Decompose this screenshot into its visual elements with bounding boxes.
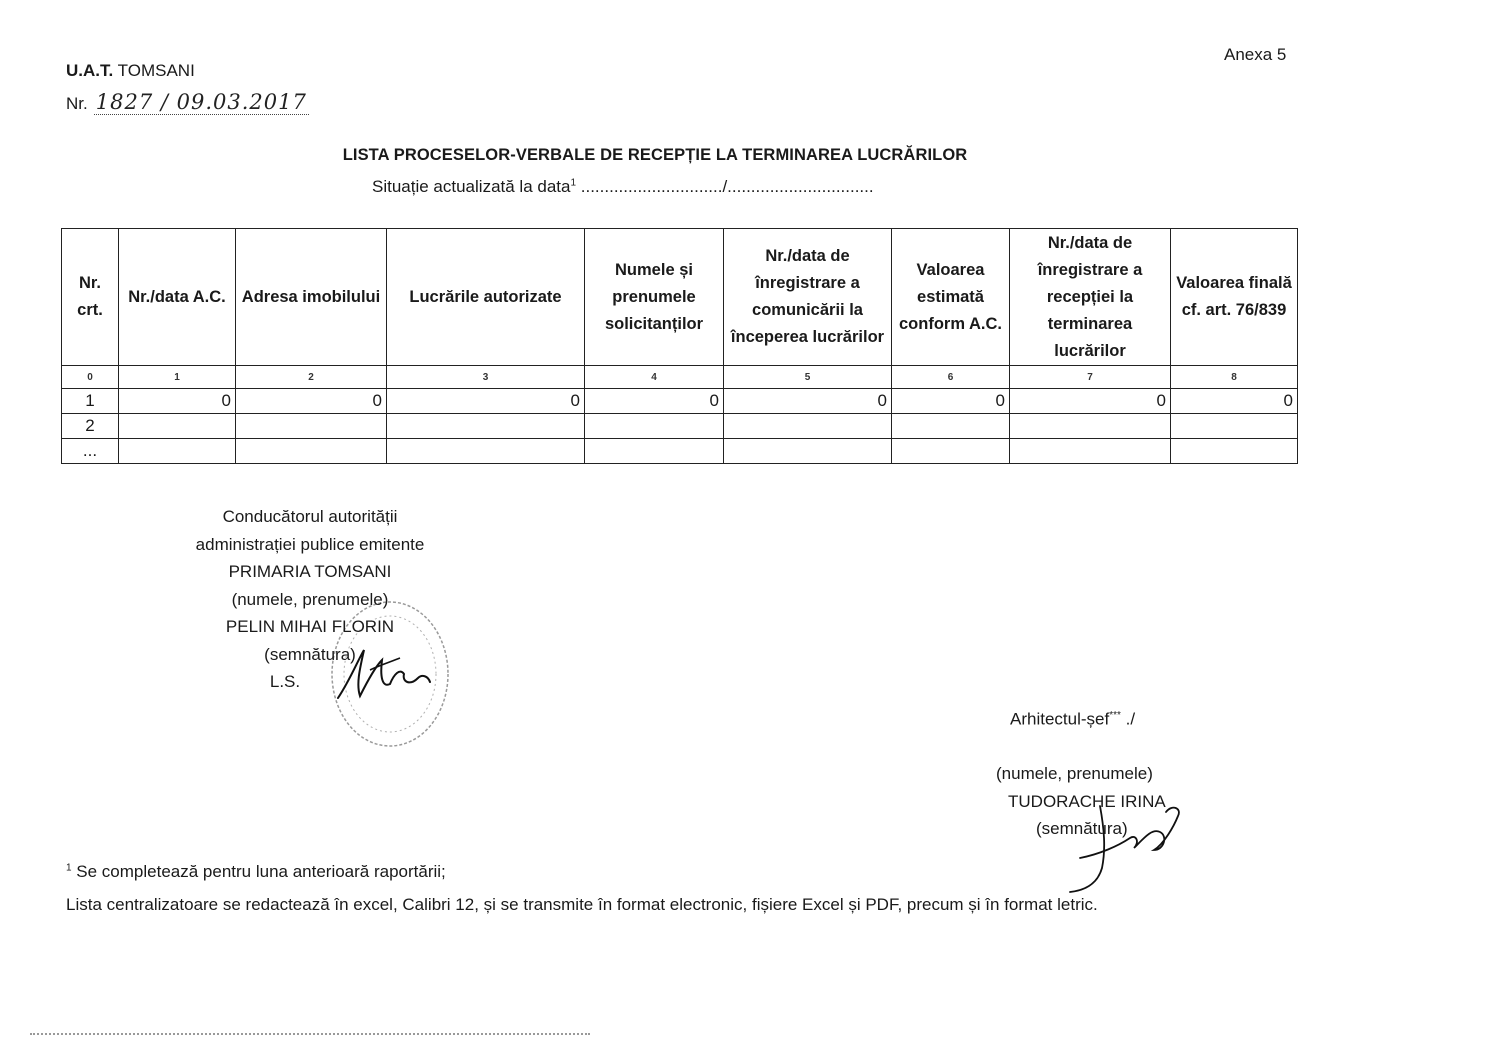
header-comunicare: Nr./data de înregistrare a comunicării la începerea lucrărilor — [724, 229, 892, 366]
table-cell: 0 — [585, 389, 724, 414]
footnote-1-mark: 1 — [66, 862, 72, 874]
date-blank: ............................../............................... — [580, 177, 874, 196]
chief-line2: (numele, prenumele) — [996, 764, 1153, 784]
table-cell: ... — [62, 439, 119, 464]
table-cell — [119, 439, 236, 464]
table-cell — [1010, 414, 1171, 439]
table-cell: 0 — [1010, 389, 1171, 414]
authority-line7: L.S. — [269, 672, 301, 691]
header-nr-data-ac: Nr./data A.C. — [119, 229, 236, 366]
table-cell: 0 — [236, 389, 387, 414]
table-row — [62, 389, 1298, 414]
header-valoare-estimata: Valoarea estimată conform A.C. — [892, 229, 1010, 366]
document-title: LISTA PROCESELOR-VERBALE DE RECEPȚIE LA TERMINAREA LUCRĂRILOR — [342, 146, 968, 164]
header-lucrari: Lucrările autorizate — [387, 229, 585, 366]
chief-line3: TUDORACHE IRINA — [1008, 791, 1166, 811]
table-cell — [585, 439, 724, 464]
column-number-row — [62, 366, 1298, 389]
subtitle-text: Situație actualizată la data — [372, 177, 571, 196]
authority-line2: administrației publice emitente — [195, 534, 425, 554]
column-number: 6 — [892, 366, 1010, 389]
table-cell — [236, 439, 387, 464]
table-cell: 2 — [62, 414, 119, 439]
table-cell — [724, 439, 892, 464]
column-number: 0 — [62, 366, 119, 389]
table-row — [62, 439, 1298, 464]
column-number: 4 — [585, 366, 724, 389]
chief-architect-title — [1010, 702, 1166, 733]
bottom-dotted-rule — [30, 1033, 590, 1035]
header-solicitanti: Numele și prenumele solicitanților — [585, 229, 724, 366]
uat-prefix: U.A.T. — [66, 61, 114, 80]
footnote-1-text: Se completează pentru luna anterioară raportării; — [71, 862, 446, 881]
table-cell — [585, 414, 724, 439]
annex-label: Anexa 5 — [1224, 45, 1287, 64]
column-number: 1 — [119, 366, 236, 389]
header-valoare-finala: Valoarea finală cf. art. 76/839 — [1171, 229, 1298, 366]
authority-line6: (semnătura) — [264, 644, 356, 664]
column-number: 5 — [724, 366, 892, 389]
authority-line3: PRIMARIA TOMSANI — [228, 562, 392, 581]
table-cell — [1171, 414, 1298, 439]
table-cell — [387, 439, 585, 464]
chief-architect-signature-block — [990, 702, 1166, 843]
authority-line1: Conducătorul autorității — [222, 507, 398, 526]
chief-line4: (semnătura) — [1036, 819, 1128, 839]
chief-title-mark: *** — [1109, 710, 1121, 721]
table-header-row — [62, 229, 1298, 366]
table-cell — [236, 414, 387, 439]
table-cell: 0 — [892, 389, 1010, 414]
column-number: 2 — [236, 366, 387, 389]
table-cell — [892, 414, 1010, 439]
header-adresa: Adresa imobilului — [236, 229, 387, 366]
header-nr-crt: Nr. crt. — [62, 229, 119, 366]
column-number: 3 — [387, 366, 585, 389]
table-row — [62, 414, 1298, 439]
handwritten-registration-number: 1827 / 09.03.2017 — [95, 90, 307, 114]
footnote-2: Lista centralizatoare se redactează în excel, Calibri 12, și se transmite în format electronic, fișiere Excel și PDF, precum și în format letric. — [66, 895, 1098, 914]
table-cell — [1010, 439, 1171, 464]
reception-list-table — [61, 228, 1298, 464]
issuing-authority-signature-block — [160, 503, 460, 696]
authority-line4: (numele, prenumele) — [231, 589, 389, 609]
table-cell: 0 — [387, 389, 585, 414]
subtitle-footnote-mark: 1 — [570, 177, 577, 189]
header-receptie: Nr./data de înregistrare a recepției la terminarea lucrărilor — [1010, 229, 1171, 366]
authority-line5: PELIN MIHAI FLORIN — [225, 617, 395, 636]
chief-title-suffix: ./ — [1120, 709, 1136, 729]
table-cell — [724, 414, 892, 439]
footnote-1 — [66, 862, 446, 882]
table-cell — [892, 439, 1010, 464]
registration-number-line — [66, 90, 309, 115]
table-cell: 0 — [1171, 389, 1298, 414]
uat-name: TOMSANI — [117, 61, 195, 80]
column-number: 7 — [1010, 366, 1171, 389]
subtitle — [372, 177, 874, 197]
table-cell — [1171, 439, 1298, 464]
table-cell: 0 — [724, 389, 892, 414]
column-number: 8 — [1171, 366, 1298, 389]
table-cell: 1 — [62, 389, 119, 414]
table-cell: 0 — [119, 389, 236, 414]
chief-title-text: Arhitectul-șef — [1010, 709, 1110, 729]
table-cell — [119, 414, 236, 439]
uat-line — [66, 61, 195, 81]
table-cell — [387, 414, 585, 439]
nr-label: Nr. — [66, 94, 88, 113]
